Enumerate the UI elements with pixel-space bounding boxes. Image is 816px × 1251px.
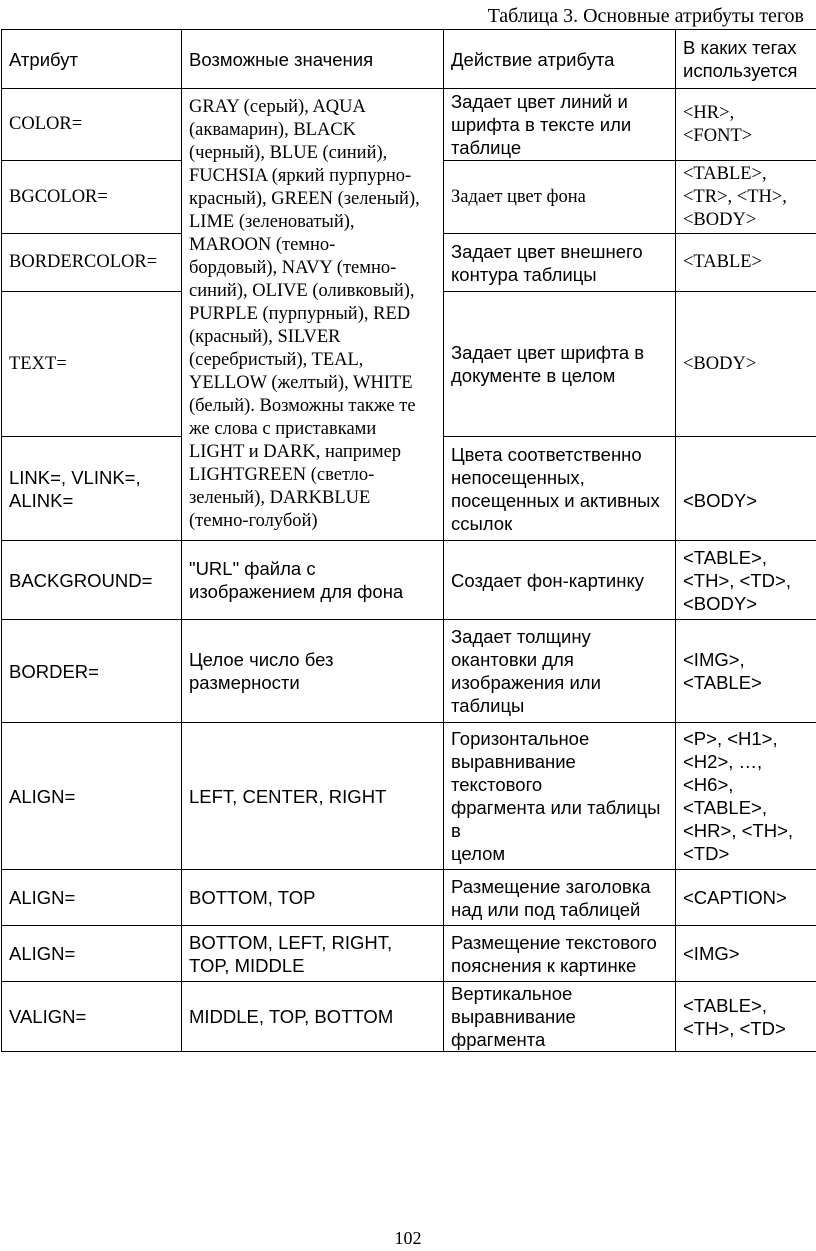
cell-action: Цвета соответственно непосещенных, посещенных и активных ссылок: [444, 437, 676, 541]
cell-tags: <BODY>: [676, 437, 816, 541]
cell-attribute: ALIGN=: [2, 870, 182, 926]
cell-values: LEFT, CENTER, RIGHT: [182, 723, 444, 870]
header-values: Возможные значения: [182, 30, 444, 89]
cell-tags: <P>, <H1>, <H2>, …, <H6>, <TABLE>, <HR>, <TH>, <TD>: [676, 723, 816, 870]
cell-action: Задает толщину окантовки для изображения или таблицы: [444, 620, 676, 723]
cell-tags: <TABLE>, <TH>, <TD>: [676, 982, 816, 1052]
table-row: [2, 870, 816, 926]
cell-action: Горизонтальное выравнивание текстового фрагмента или таблицы в целом: [444, 723, 676, 870]
cell-attribute: BGCOLOR=: [2, 161, 182, 234]
table-row: [2, 926, 816, 982]
cell-values: "URL" файла с изображением для фона: [182, 541, 444, 620]
attributes-table: [1, 29, 816, 1052]
page-number: 102: [394, 1228, 422, 1248]
cell-attribute: COLOR=: [2, 89, 182, 161]
cell-color-values: GRAY (серый), AQUA (аквамарин), BLACK (черный), BLUE (синий), FUCHSIA (яркий пурпурно- красный), GREEN (зеленый), LIME (зеленоватый), MAROON (темно- бордовый), NAVY (темно- синий), OLIVE (оливковый), PURPLE (пурпурный), RED (красный), SILVER (серебристый), TEAL, YELLOW (желтый), WHITE (белый). Возможны также те же слова с приставками LIGHT и DARK, например LIGHTGREEN (светло- зеленый), DARKBLUE (темно-голубой): [182, 89, 444, 541]
cell-attribute: BORDER=: [2, 620, 182, 723]
cell-attribute: ALIGN=: [2, 926, 182, 982]
cell-action: Задает цвет внешнего контура таблицы: [444, 234, 676, 292]
cell-values: BOTTOM, LEFT, RIGHT, TOP, MIDDLE: [182, 926, 444, 982]
header-tags: В каких тегах используется: [676, 30, 816, 89]
cell-action: Создает фон-картинку: [444, 541, 676, 620]
cell-attribute: TEXT=: [2, 292, 182, 437]
cell-action: Размещение заголовка над или под таблицей: [444, 870, 676, 926]
header-attribute: Атрибут: [2, 30, 182, 89]
table-row: [2, 620, 816, 723]
cell-tags: <TABLE>, <TH>, <TD>, <BODY>: [676, 541, 816, 620]
cell-attribute: BACKGROUND=: [2, 541, 182, 620]
table-header-row: [2, 30, 816, 89]
table-row: [2, 541, 816, 620]
cell-action: Задает цвет линий и шрифта в тексте или таблице: [444, 89, 676, 161]
cell-tags: <IMG>: [676, 926, 816, 982]
cell-values: MIDDLE, TOP, BOTTOM: [182, 982, 444, 1052]
cell-attribute: VALIGN=: [2, 982, 182, 1052]
table-row: [2, 89, 816, 161]
header-action: Действие атрибута: [444, 30, 676, 89]
table-row: [2, 723, 816, 870]
cell-attribute: ALIGN=: [2, 723, 182, 870]
cell-tags: <TABLE>, <TR>, <TH>, <BODY>: [676, 161, 816, 234]
cell-tags: <BODY>: [676, 292, 816, 437]
cell-tags: <CAPTION>: [676, 870, 816, 926]
cell-action: Вертикальное выравнивание фрагмента: [444, 982, 676, 1052]
cell-action: Задает цвет шрифта в документе в целом: [444, 292, 676, 437]
cell-action: Размещение текстового пояснения к картинке: [444, 926, 676, 982]
cell-values: Целое число без размерности: [182, 620, 444, 723]
table-row: [2, 982, 816, 1052]
cell-tags: <HR>, <FONT>: [676, 89, 816, 161]
cell-tags: <TABLE>: [676, 234, 816, 292]
cell-action: Задает цвет фона: [444, 161, 676, 234]
cell-tags: <IMG>, <TABLE>: [676, 620, 816, 723]
cell-attribute: BORDERCOLOR=: [2, 234, 182, 292]
cell-attribute: LINK=, VLINK=, ALINK=: [2, 437, 182, 541]
table-caption: Таблица 3. Основные атрибуты тегов: [487, 5, 804, 27]
cell-values: BOTTOM, TOP: [182, 870, 444, 926]
